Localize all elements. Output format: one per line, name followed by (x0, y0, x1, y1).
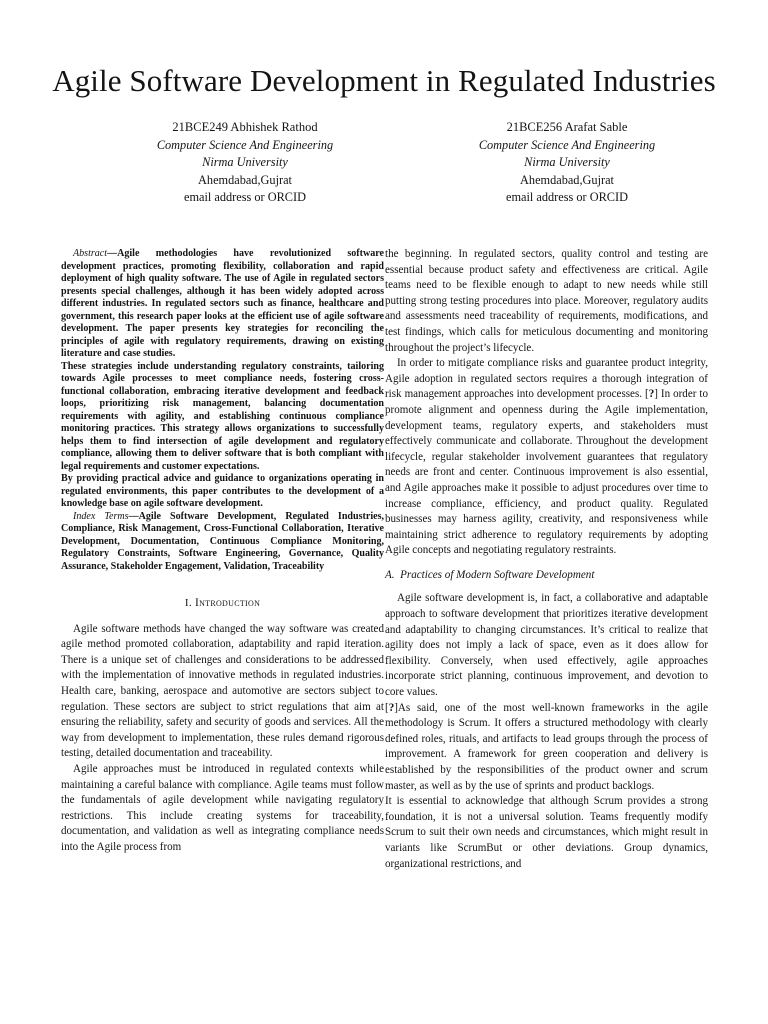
abstract-paragraph-1 (61, 248, 384, 361)
subsection-label: A. (385, 568, 395, 581)
intro-paragraph-3 (385, 356, 708, 559)
author-name: 21BCE249 Abhishek Rathod (172, 120, 318, 134)
index-terms-text: Agile Software Development, Regulated Industries, Compliance, Risk Management, Cross-Functional Collaboration, Iterative Development, Documentation, Continuous Compliance Monitoring, Regulatory Constraints, Software Engineering, Governance, Quality Assurance, Stakeholder Engagement, Validation, Traceability (61, 510, 384, 572)
author-contact: email address or ORCID (506, 190, 628, 204)
author-department: Computer Science And Engineering (478, 137, 656, 152)
index-terms (61, 511, 384, 574)
intro-paragraph-1: Agile software methods have changed the way software was created agile method promoted collaboration, adaptability and rapid iteration. There is a unique set of challenges and considerations to be addressed with the implementation of innovative methods in regulated industries. Health care, banking, aerospace and automotive are sectors subject to regulation. These sectors are subject to strict regulations that aim at ensuring the reliability, safety and security of goods and services. All the way from development to implementation, these rules demand rigorous testing, detailed documentation and traceability. (61, 622, 384, 760)
practices-paragraph-2-open: [ (385, 701, 389, 714)
practices-paragraph-1: Agile software development is, in fact, a collaborative and adaptable approach to software development that prioritizes iterative development and adaptability to changing circumstances. It’s critical to realize that agility does not imply a lack of space, even as it does allow for flexibility. Conversely, when used effectively, agile approaches incorporate strict planning, continuous improvement, and devotion to core values. (385, 592, 708, 699)
index-terms-label: Index Terms (73, 510, 129, 522)
citation-placeholder: ? (648, 388, 655, 401)
practices-paragraph-2-text: ]As said, one of the most well-known frameworks in the agile methodology is Scrum. It offers a structured methodology with clearly defined roles, rituals, and artifacts to lead groups through the process of improvement. A framework for green cooperation and delivery is established by the responsibilities of the product owner and scrum master, as well as by the use of sprints and product backlogs. (385, 701, 708, 792)
abstract-text-1: Agile methodologies have revolutionized software development practices, promoting flexibility, collaboration and rapid deployment of high quality software. The use of Agile in regulated sectors presents special challenges, although it has been widely adopted across different industries. In regulated sectors such as finance, healthcare and government, this research paper looks at the efficient use of agile software development. The paper presents key strategies for reconciling the principles of agile with regulatory requirements, drawing on existing literature and case studies. (61, 248, 384, 359)
abstract-paragraph-2: These strategies include understanding regulatory constraints, tailoring towards Agile processes to meet compliance needs, fostering cross-functional collaboration, embracing iterative development and feedback loops, prioritizing risk management, balancing documentation requirements with agility, and establishing continuous compliance monitoring practices. This strategy allows organizations to successfully helps them to find intersection of agile development and regulatory compliance, allowing them to deliver software that is both compliant with legal requirements and customer expectations. (61, 360, 384, 472)
intro-paragraph-3-text-a: In order to mitigate compliance risks and guarantee product integrity, Agile adoption in regulated sectors requires a thorough integration of risk management approaches into development processes. [ (385, 357, 708, 401)
author-name: 21BCE256 Arafat Sable (506, 120, 628, 134)
section-heading-introduction (61, 596, 384, 612)
intro-paragraph-2-continued: the beginning. In regulated sectors, quality control and testing are essential because product safety and effectiveness are critical. Agile teams need to be flexible enough to adapt to new needs while still putting strong testing procedures into place. Moreover, regulatory audits and assessments need traceability of requirements, modifications, and test findings, which calls for meticulous documenting and monitoring throughout the project’s lifecycle. (385, 248, 708, 354)
subsection-heading-practices (385, 568, 708, 584)
abstract-paragraph-3: By providing practical advice and guidance to organizations operating in regulated environments, this paper contributes to the development of a knowledge base on agile software development. (61, 473, 384, 509)
section-title: Introduction (194, 597, 261, 609)
author-contact: email address or ORCID (184, 190, 306, 204)
author-university: Nirma University (524, 155, 610, 169)
author-block-1 (95, 119, 395, 207)
abstract (61, 248, 384, 511)
abstract-dash: — (107, 248, 118, 259)
left-column (61, 248, 384, 856)
author-location: Ahemdabad,Gujrat (198, 172, 292, 187)
intro-paragraph-3-text-b: ] In order to promote alignment and openness during the Agile implementation, development teams, regulatory experts, and stakeholders must effectively communicate and collaborate. Throughout the development lifecycle, regular stakeholder involvement guarantees that regulatory needs are front and center. Continuous improvement is also essential, and Agile approaches make it possible to adjust procedures over time to increase compliance, efficiency, and product quality. Regulated businesses may harness agility, creativity, and responsiveness while maintaining strict adherence to regulatory requirements by adopting Agile concepts and negotiating regulatory restraints. (385, 388, 708, 557)
intro-paragraph-2: Agile approaches must be introduced in regulated contexts while maintaining a careful balance with compliance. Agile teams must follow the fundamentals of agile development while navigating regulatory restrictions. This include creating systems for traceability, documentation, and validation as well as integrating compliance needs into the Agile process from (61, 762, 384, 853)
author-block-2 (417, 119, 717, 207)
author-university: Nirma University (202, 155, 288, 169)
right-column (385, 247, 708, 872)
practices-paragraph-3: It is essential to acknowledge that although Scrum provides a strong foundation, it is not a universal solution. Teams frequently modify Scrum to suit their own needs and circumstances, which might result in variants like ScrumBut or other deviations. Group dynamics, organizational restrictions, and (385, 795, 708, 870)
index-terms-dash: — (128, 510, 139, 522)
author-department: Computer Science And Engineering (156, 137, 334, 152)
subsection-title: Practices of Modern Software Development (400, 568, 595, 581)
paper-title: Agile Software Development in Regulated Industries (52, 63, 716, 98)
citation-placeholder: ? (388, 701, 395, 714)
section-number: I. (184, 597, 192, 609)
abstract-label: Abstract (73, 248, 108, 259)
author-location: Ahemdabad,Gujrat (520, 172, 614, 187)
practices-paragraph-2 (385, 701, 708, 795)
